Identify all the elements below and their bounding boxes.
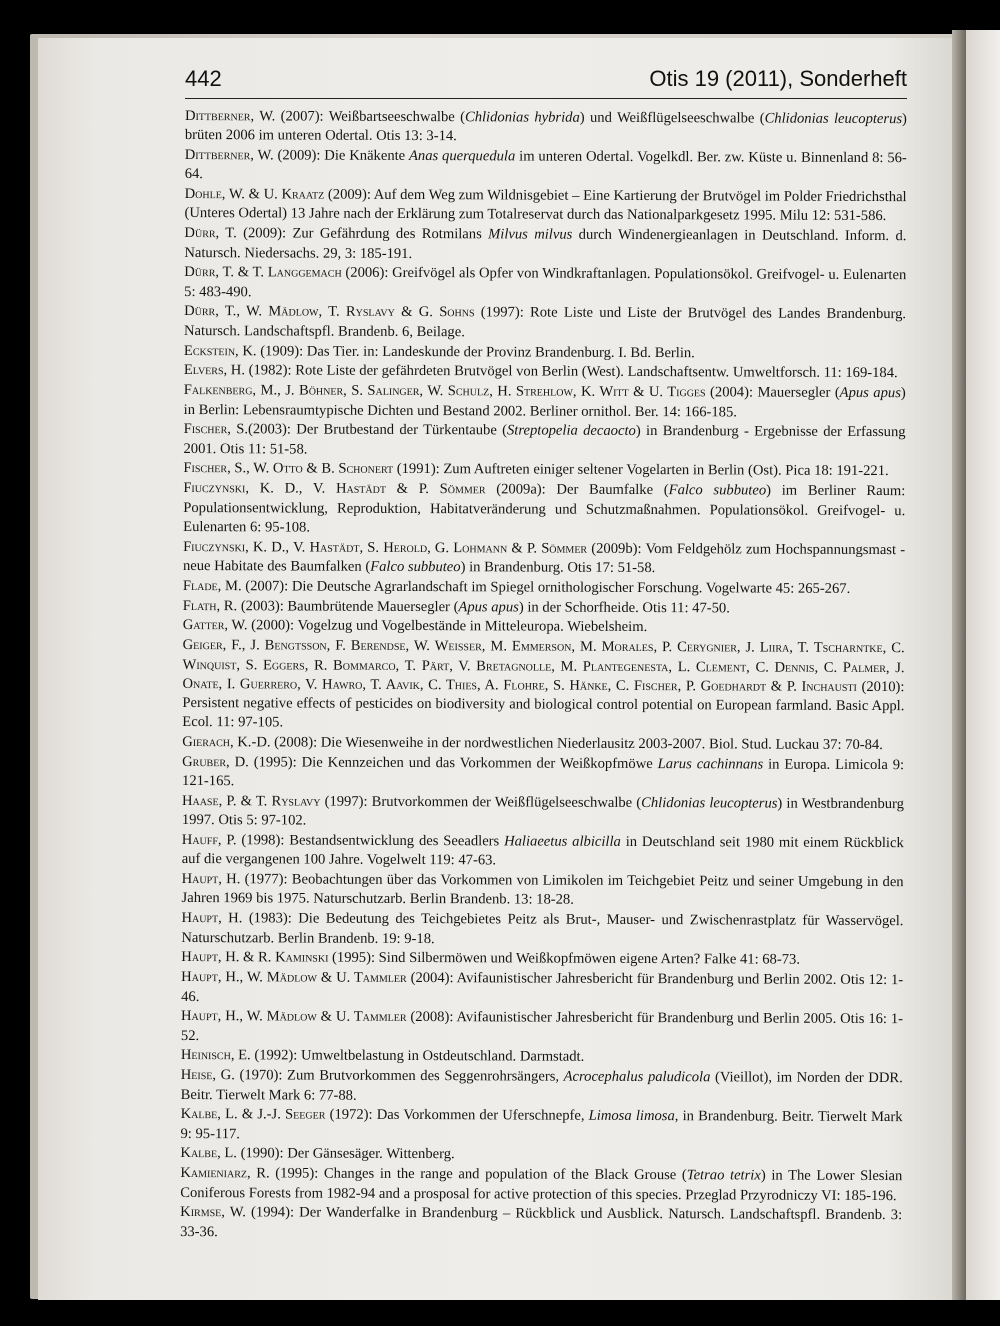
reference-entry	[184, 342, 906, 364]
reference-entry	[182, 636, 904, 735]
reference-entry	[184, 302, 906, 344]
reference-entry	[184, 381, 906, 423]
reference-authors: Haase, P. & T. Ryslavy	[181, 793, 321, 810]
reference-text: (2006): Greifvögel als Opfer von Windkraftanlagen. Populationsökol. Greifvogel- u. Eulenarten 5: 483-490.	[184, 265, 907, 300]
species-name: Apus apus	[839, 385, 901, 402]
reference-authors: Kalbe, L. & J.-J. Seeger	[180, 1106, 326, 1123]
reference-text: , in Brandenburg. Beitr. Tierwelt Mark 9: 95-117.	[180, 1108, 903, 1142]
reference-text: ) in Brandenburg. Otis 17: 51-58.	[460, 559, 656, 576]
reference-authors: Gierach, K.-D.	[182, 734, 271, 751]
reference-text: (2004): Mauersegler (	[705, 384, 840, 402]
reference-text: ) und Weißflügelseeschwalbe (	[579, 109, 765, 127]
reference-authors: Flath, R.	[182, 597, 238, 614]
reference-entry	[183, 479, 905, 540]
reference-entry	[184, 185, 906, 227]
reference-list	[180, 107, 907, 1246]
reference-text: (2004): Avifaunistischer Jahresbericht für Brandenburg und Berlin 2002. Otis 12: 1-46.	[181, 970, 904, 1005]
species-name: Chlidonias hybrida	[464, 109, 580, 126]
reference-text: ) in der Schorfheide. Otis 11: 47-50.	[518, 599, 730, 616]
reference-entry	[180, 1164, 902, 1206]
reference-authors: Heise, G.	[180, 1067, 235, 1084]
reference-text: im unteren Odertal. Vogelkdl. Ber. zw. Küste u. Binnenland 8: 56-64.	[184, 148, 907, 183]
reference-entry	[180, 1144, 902, 1166]
reference-authors: Gatter, W.	[182, 617, 248, 634]
reference-authors: Eckstein, K.	[183, 342, 257, 359]
reference-text: (1994): Der Wanderfalke in Brandenburg – Rückblick und Ausblick. Natursch. Landschaftspfl. Brandenb. 3: 33-36.	[180, 1204, 903, 1240]
reference-text: (1909): Das Tier. in: Landeskunde der Provinz Brandenburg. I. Bd. Berlin.	[256, 342, 695, 361]
reference-authors: Elvers, H.	[183, 362, 246, 379]
reference-entry	[182, 831, 904, 873]
reference-authors: Haupt, H., W. Mädlow & U. Tammler	[181, 969, 407, 987]
reference-text: (2007): Weißbartseeschwalbe (	[275, 108, 466, 126]
reference-entry	[181, 968, 903, 1010]
journal-title: Otis 19 (2011), Sonderheft	[649, 66, 907, 91]
page-header	[185, 66, 907, 99]
reference-text: in Deutschland seit 1980 mit einem Rückblick auf die vergangenen 100 Jahre. Vogelwelt 119: 47-63.	[181, 834, 904, 869]
reference-text: ) im Berliner Raum: Populationsentwicklung, Reproduktion, Habitatveränderung und Schutzmaßnahmen. Populationsökol. Greifvogel- u. Eulenarten 6: 95-108.	[183, 482, 906, 536]
reference-entry	[183, 597, 905, 619]
species-name: Milvus milvus	[488, 226, 573, 243]
species-name: Streptopelia decaocto	[506, 422, 636, 440]
reference-text: in Europa. Limicola 9: 121-165.	[182, 756, 905, 790]
reference-text: (1970): Zum Brutvorkommen des Seggenrohrsängers,	[234, 1067, 564, 1085]
reference-authors: Fischer, S., W. Otto & B. Schonert	[183, 460, 394, 478]
reference-authors: Hauff, P.	[181, 832, 237, 849]
reference-text: ) in Berlin: Lebensraumtypische Dichten und Bestand 2002. Berliner ornithol. Ber. 14: 166-185.	[183, 385, 906, 420]
reference-text: (1990): Der Gänsesäger. Wittenberg.	[236, 1145, 455, 1163]
reference-text: (1997): Rote Liste und Liste der Brutvögel des Landes Brandenburg. Natursch. Landschaftspfl. Brandenb. 6, Beilage.	[183, 304, 907, 340]
reference-entry	[184, 361, 906, 383]
reference-authors: Dittberner, W.	[184, 147, 274, 164]
species-name: Acrocephalus paludicola	[563, 1068, 711, 1086]
reference-entry	[181, 1046, 903, 1068]
reference-text: (2003): Baumbrütende Mauersegler (	[237, 597, 459, 615]
reference-entry	[182, 870, 904, 912]
reference-authors: Flade, M.	[182, 577, 242, 594]
reference-text: (1983): Die Bedeutung des Teichgebietes Peitz als Brut-, Mauser- und Zwischenrastplatz für Wasservögel. Naturschutzarb. Berlin Brandenb. 19: 9-18.	[181, 910, 904, 947]
reference-authors: Dittberner, W.	[184, 107, 276, 125]
species-name: Chlidonias leucopterus	[641, 795, 778, 812]
reference-text: (2009b): Vom Feldgehölz zum Hochspannungsmast - neue Habitate des Baumfalken (	[182, 540, 906, 575]
reference-authors: Kamieniarz, R.	[180, 1165, 270, 1182]
reference-text: (1995): Sind Silbermöwen und Weißkopfmöwen eigene Arten? Falke 41: 68-73.	[328, 950, 801, 969]
reference-text: durch Windenergieanlagen in Deutschland. Inform. d. Natursch. Niedersachs. 29, 3: 185-191.	[184, 226, 907, 262]
reference-entry	[183, 420, 905, 462]
reference-entry	[180, 1203, 902, 1245]
species-name: Larus cachinnans	[657, 756, 764, 773]
species-name: Falco subbuteo	[668, 482, 767, 499]
reference-text: (2000): Vogelzug und Vogelbestände in Mitteleuropa. Wiebelsheim.	[247, 617, 648, 636]
reference-text: (1998): Bestandsentwicklung des Seeadlers	[236, 832, 505, 850]
reference-entry	[184, 263, 906, 305]
reference-authors: Heinisch, E.	[180, 1047, 251, 1064]
reference-text: (1995): Changes in the range and population of the Black Grouse (	[269, 1165, 687, 1184]
species-name: Tetrao tetrix	[686, 1167, 761, 1184]
reference-entry	[183, 616, 905, 638]
reference-text: (1992): Umweltbelastung in Ostdeutschland. Darmstadt.	[250, 1047, 585, 1066]
reference-authors: Haupt, H. & R. Kaminski	[181, 949, 329, 967]
reference-authors: Dürr, T.	[184, 225, 237, 242]
reference-entry	[181, 948, 903, 970]
reference-authors: Gruber, D.	[182, 753, 249, 771]
reference-entry	[182, 792, 904, 834]
reference-authors: Falkenberg, M., J. Böhner, S. Salinger, W. Schulz, H. Strehlow, K. Witt & U. Tigges	[183, 382, 706, 401]
reference-authors: Fiuczynski, K. D., V. Hastädt & P. Sömmer	[183, 480, 486, 498]
reference-entry	[185, 146, 907, 188]
reference-text: (2007): Die Deutsche Agrarlandschaft im Spiegel ornithologischer Forschung. Vogelwarte 45: 265-267.	[241, 577, 851, 597]
reference-entry	[180, 1105, 902, 1147]
reference-text: (2009a): Der Baumfalke (	[485, 481, 669, 499]
reference-text: ) brüten 2006 im unteren Odertal. Otis 13: 3-14.	[184, 111, 907, 145]
reference-text: (2003): Der Brutbestand der Türkentaube (	[247, 421, 508, 439]
species-name: Anas querquedula	[408, 148, 516, 165]
reference-entry	[185, 107, 907, 149]
reference-text: (Vieillot), im Norden der DDR. Beitr. Tierwelt Mark 6: 77-88.	[180, 1069, 903, 1104]
reference-authors: Fiuczynski, K. D., V. Hastädt, S. Herold, G. Lohmann & P. Sömmer	[183, 538, 588, 557]
reference-authors: Geiger, F., J. Bengtsson, F. Berendse, W. Weisser, M. Emmerson, M. Morales, P. Cerygnier, J. Liira, T. Tscharntke, C. Winquist, S. Eggers, R. Bommarco, T. Pärt, V. Bretagnolle, M. Plantegenesta, L. Clement, C. Dennis, C. Palmer, J. Onate, I. Guerrero, V. Hawro, T. Aavik, C. Thies, A. Flohre, S. Hänke, C. Fischer, P. Goedhardt & P. Inchausti	[182, 637, 905, 695]
reference-text: (2008): Die Wiesenweihe in der nordwestlichen Niederlausitz 2003-2007. Biol. Stud. Luckau 37: 70-84.	[270, 734, 883, 754]
reference-entry	[184, 224, 906, 266]
reference-entry	[182, 753, 904, 795]
reference-authors: Kirmse, W.	[180, 1204, 246, 1221]
reference-authors: Haupt, H.	[181, 910, 243, 927]
reference-text: (2008): Avifaunistischer Jahresbericht für Brandenburg und Berlin 2005. Otis 16: 1-52.	[180, 1009, 904, 1044]
species-name: Chlidonias leucopterus	[764, 110, 903, 128]
adjacent-page	[966, 30, 1000, 1300]
reference-text: (2009): Auf dem Weg zum Wildnisgebiet – Eine Kartierung der Brutvögel im Polder Friedrichsthal (Unteres Odertal) 13 Jahre nach der Erklärung zum Totalreservat durch das Nationalparkgesetz 1995. Milu 12: 531-586.	[184, 186, 907, 225]
reference-text: ) in The Lower Slesian Coniferous Forests from 1982-94 and a prosposal for active protection of this species. Przeglad Przyrodniczy VI: 185-196.	[180, 1167, 903, 1204]
reference-entry	[182, 733, 904, 755]
reference-authors: Dohle, W. & U. Kraatz	[184, 186, 325, 203]
page-number: 442	[185, 66, 222, 91]
reference-text: (1972): Das Vorkommen der Uferschnepfe,	[325, 1106, 589, 1125]
reference-text: (2010): Persistent negative effects of pesticides on biodiversity and biological control potential on European farmland. Basic Appl. Ecol. 11: 97-105.	[182, 678, 905, 731]
reference-entry	[183, 459, 905, 481]
reference-text: (1995): Die Kennzeichen und das Vorkommen der Weißkopfmöwe	[248, 754, 658, 773]
reference-authors: Dürr, T. & T. Langgemach	[184, 264, 342, 282]
reference-entry	[181, 909, 903, 951]
reference-text: (2009): Zur Gefährdung des Rotmilans	[236, 225, 489, 243]
reference-authors: Dürr, T., W. Mädlow, T. Ryslavy & G. Sohns	[184, 303, 475, 321]
reference-text: (1977): Beobachtungen über das Vorkommen von Limikolen im Teichgebiet Peitz und seiner Umgebung in den Jahren 1969 bis 1975. Naturschutzarb. Berlin Brandenb. 13: 18-28.	[181, 871, 904, 909]
reference-authors: Haupt, H., W. Mädlow & U. Tammler	[180, 1008, 407, 1026]
reference-text: (1982): Rote Liste der gefährdeten Brutvögel von Berlin (West). Landschaftsentw. Umweltforsch. 11: 169-184.	[244, 362, 898, 382]
reference-text: (1997): Brutvorkommen der Weißflügelseeschwalbe (	[320, 793, 642, 812]
species-name: Falco subbuteo	[370, 558, 461, 576]
species-name: Apus apus	[458, 598, 519, 616]
reference-text: ) in Brandenburg - Ergebnisse der Erfassung 2001. Otis 11: 51-58.	[183, 423, 906, 458]
species-name: Haliaeetus albicilla	[504, 833, 621, 851]
species-name: Limosa limosa	[588, 1108, 675, 1125]
reference-entry	[181, 1007, 903, 1049]
reference-entry	[183, 538, 905, 580]
reference-entry	[181, 1066, 903, 1108]
reference-authors: Kalbe, L.	[180, 1145, 237, 1162]
book-spine	[952, 30, 966, 1300]
reference-authors: Fischer, S.	[183, 421, 249, 438]
reference-authors: Haupt, H.	[181, 871, 241, 888]
reference-entry	[183, 577, 905, 599]
reference-text: (2009): Die Knäkente	[273, 147, 410, 165]
reference-text: ) in Westbrandenburg 1997. Otis 5: 97-102.	[181, 795, 904, 829]
reference-text: (1991): Zum Auftreten einiger seltener Vogelarten in Berlin (Ost). Pica 18: 191-221.	[393, 461, 889, 480]
